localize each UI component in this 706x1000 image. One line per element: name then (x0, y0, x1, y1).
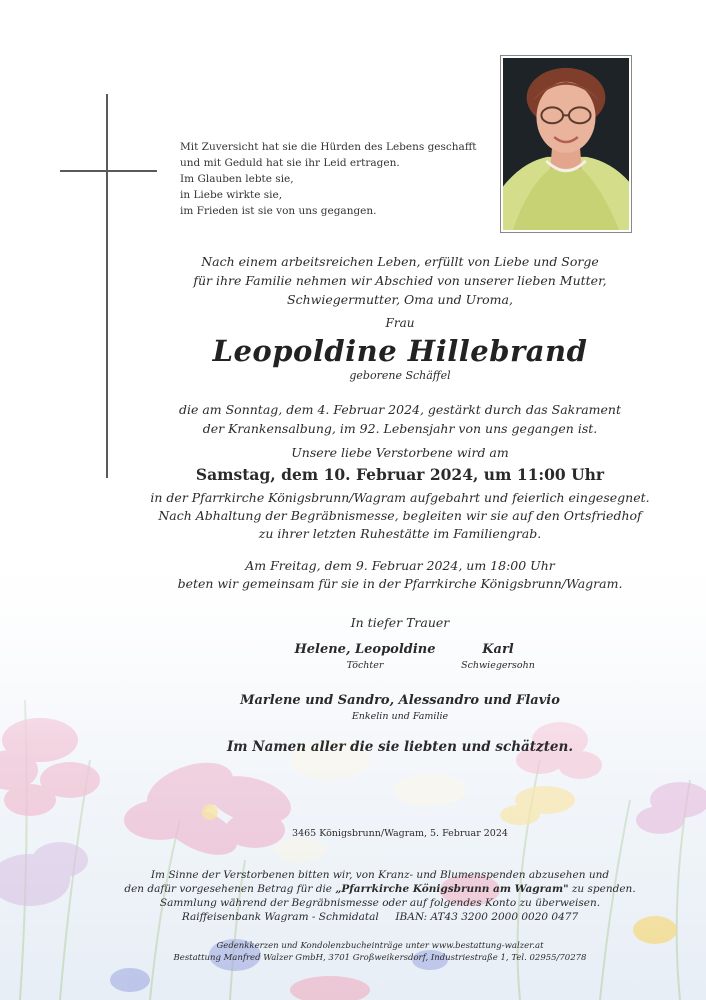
funeral-home-info (100, 940, 660, 964)
poem-line: im Frieden ist sie von uns gegangen. (180, 205, 377, 217)
intro-line: Schwiegermutter, Oma und Uroma, (287, 292, 513, 307)
funeral-home-address: Bestattung Manfred Walzer GmbH, 3701 Großweikersdorf, Industriestraße 1, Tel. 02955/70278 (173, 953, 587, 963)
daughters-role: Töchter (346, 660, 384, 671)
footer-line: Im Sinne der Verstorbenen bitten wir, von Kranz- und Blumenspenden abzusehen und (150, 869, 610, 881)
poem-line: und mit Geduld hat sie ihr Leid ertragen. (180, 157, 400, 169)
place-and-date: 3465 Königsbrunn/Wagram, 5. Februar 2024 (292, 828, 508, 839)
bank-details: Raiffeisenbank Wagram - Schmidatal IBAN: AT43 3200 2000 0020 0477 (181, 911, 579, 923)
prayer-line: Am Freitag, dem 9. Februar 2024, um 18:00 Uhr (245, 558, 555, 573)
grandchildren-names: Marlene und Sandro, Alessandro und Flavio (240, 693, 560, 708)
prayer-line: beten wir gemeinsam für sie in der Pfarrkirche Königsbrunn/Wagram. (177, 576, 623, 591)
rites-line: zu ihrer letzten Ruhestätte im Familiengrab. (258, 526, 542, 541)
son-in-law-role: Schwiegersohn (461, 660, 535, 671)
birth-name: geborene Schäffel (349, 369, 451, 382)
intro-text (130, 252, 670, 309)
death-line: der Krankensalbung, im 92. Lebensjahr von uns gegangen ist. (202, 421, 598, 436)
prayer-notice (130, 557, 670, 593)
funeral-date: Samstag, dem 10. Februar 2024, um 11:00 Uhr (195, 465, 605, 484)
cross-vertical-bar (106, 94, 108, 478)
deceased-name: Leopoldine Hillebrand (212, 334, 588, 368)
rites-line: in der Pfarrkirche Königsbrunn/Wagram aufgebahrt und feierlich eingesegnet. (150, 490, 650, 505)
death-line: die am Sonntag, dem 4. Februar 2024, gestärkt durch das Sakrament (178, 402, 622, 417)
portrait-photo-frame (500, 55, 632, 233)
funeral-announcement: Unsere liebe Verstorbene wird am (291, 445, 509, 460)
footer-line: Sammlung während der Begräbnismesse oder auf folgendes Konto zu überweisen. (159, 897, 601, 909)
rites-line: Nach Abhaltung der Begräbnismesse, begleiten wir sie auf den Ortsfriedhof (158, 508, 642, 523)
poem-line: Im Glauben lebte sie, (180, 173, 294, 185)
cross-horizontal-bar (60, 170, 157, 172)
grandchildren-role: Enkelin und Familie (351, 711, 449, 722)
intro-line: Nach einem arbeitsreichen Leben, erfüllt von Liebe und Sorge (201, 254, 599, 269)
death-notice (130, 400, 670, 438)
condolence-line: Gedenkkerzen und Kondolenzbucheinträge unter www.bestattung-walzer.at (216, 941, 544, 951)
son-in-law-name: Karl (482, 642, 514, 657)
title-prefix: Frau (385, 316, 415, 330)
closing-line: Im Namen aller die sie liebten und schätzten. (226, 739, 574, 755)
daughters-names: Helene, Leopoldine (294, 642, 436, 657)
donation-notice (100, 868, 660, 924)
church-name: „Pfarrkirche Königsbrunn am Wagram" (335, 883, 569, 895)
memorial-poem (180, 139, 480, 219)
footer-line (100, 882, 660, 896)
poem-line: in Liebe wirkte sie, (180, 189, 283, 201)
footer-text: zu spenden. (568, 883, 636, 895)
mourning-heading: In tiefer Trauer (350, 615, 450, 630)
funeral-rites (130, 489, 670, 543)
poem-line: Mit Zuversicht hat sie die Hürden des Lebens geschafft (180, 141, 477, 153)
footer-text: den dafür vorgesehenen Betrag für die (124, 883, 336, 895)
intro-line: für ihre Familie nehmen wir Abschied von unserer lieben Mutter, (193, 273, 607, 288)
portrait-photo (503, 58, 629, 230)
